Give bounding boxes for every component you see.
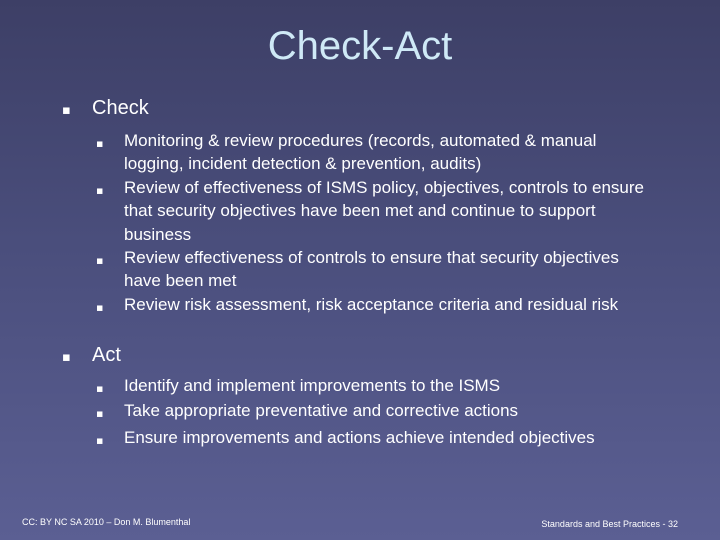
bullet-icon: ▪ xyxy=(96,137,104,150)
list-item-text: Review effectiveness of controls to ensure that security objectives have been met xyxy=(124,248,619,291)
section-heading-label: Check xyxy=(92,97,149,119)
list-item xyxy=(96,426,656,449)
list-item-text: Review risk assessment, risk acceptance criteria and residual risk xyxy=(124,295,619,314)
bullet-icon: ▪ xyxy=(96,301,104,314)
list-item-text: Take appropriate preventative and corrective actions xyxy=(124,401,519,420)
list-item xyxy=(96,293,656,316)
list-item xyxy=(96,374,656,397)
footer-page-label: Standards and Best Practices - 32 xyxy=(541,519,678,529)
list-item xyxy=(96,176,656,246)
bullet-icon: ▪ xyxy=(62,103,71,118)
list-item-text: Review of effectiveness of ISMS policy, objectives, controls to ensure that security objectives have been met and continue to support business xyxy=(124,178,645,244)
bullet-icon: ▪ xyxy=(96,184,104,197)
list-item-text: Ensure improvements and actions achieve intended objectives xyxy=(124,428,595,447)
slide-title: Check-Act xyxy=(267,24,453,68)
list-item-text: Identify and implement improvements to the ISMS xyxy=(124,376,501,395)
list-item xyxy=(96,129,656,176)
footer-copyright: CC: BY NC SA 2010 – Don M. Blumenthal xyxy=(22,517,191,527)
list-item xyxy=(96,246,656,293)
list-item-text: Monitoring & review procedures (records, automated & manual logging, incident detection & prevention, audits) xyxy=(124,131,597,174)
section-heading-label: Act xyxy=(92,344,121,366)
list-item xyxy=(96,399,656,422)
bullet-icon: ▪ xyxy=(62,350,71,365)
bullet-icon: ▪ xyxy=(96,407,104,420)
bullet-icon: ▪ xyxy=(96,382,104,395)
bullet-icon: ▪ xyxy=(96,254,104,267)
bullet-icon: ▪ xyxy=(96,434,104,447)
